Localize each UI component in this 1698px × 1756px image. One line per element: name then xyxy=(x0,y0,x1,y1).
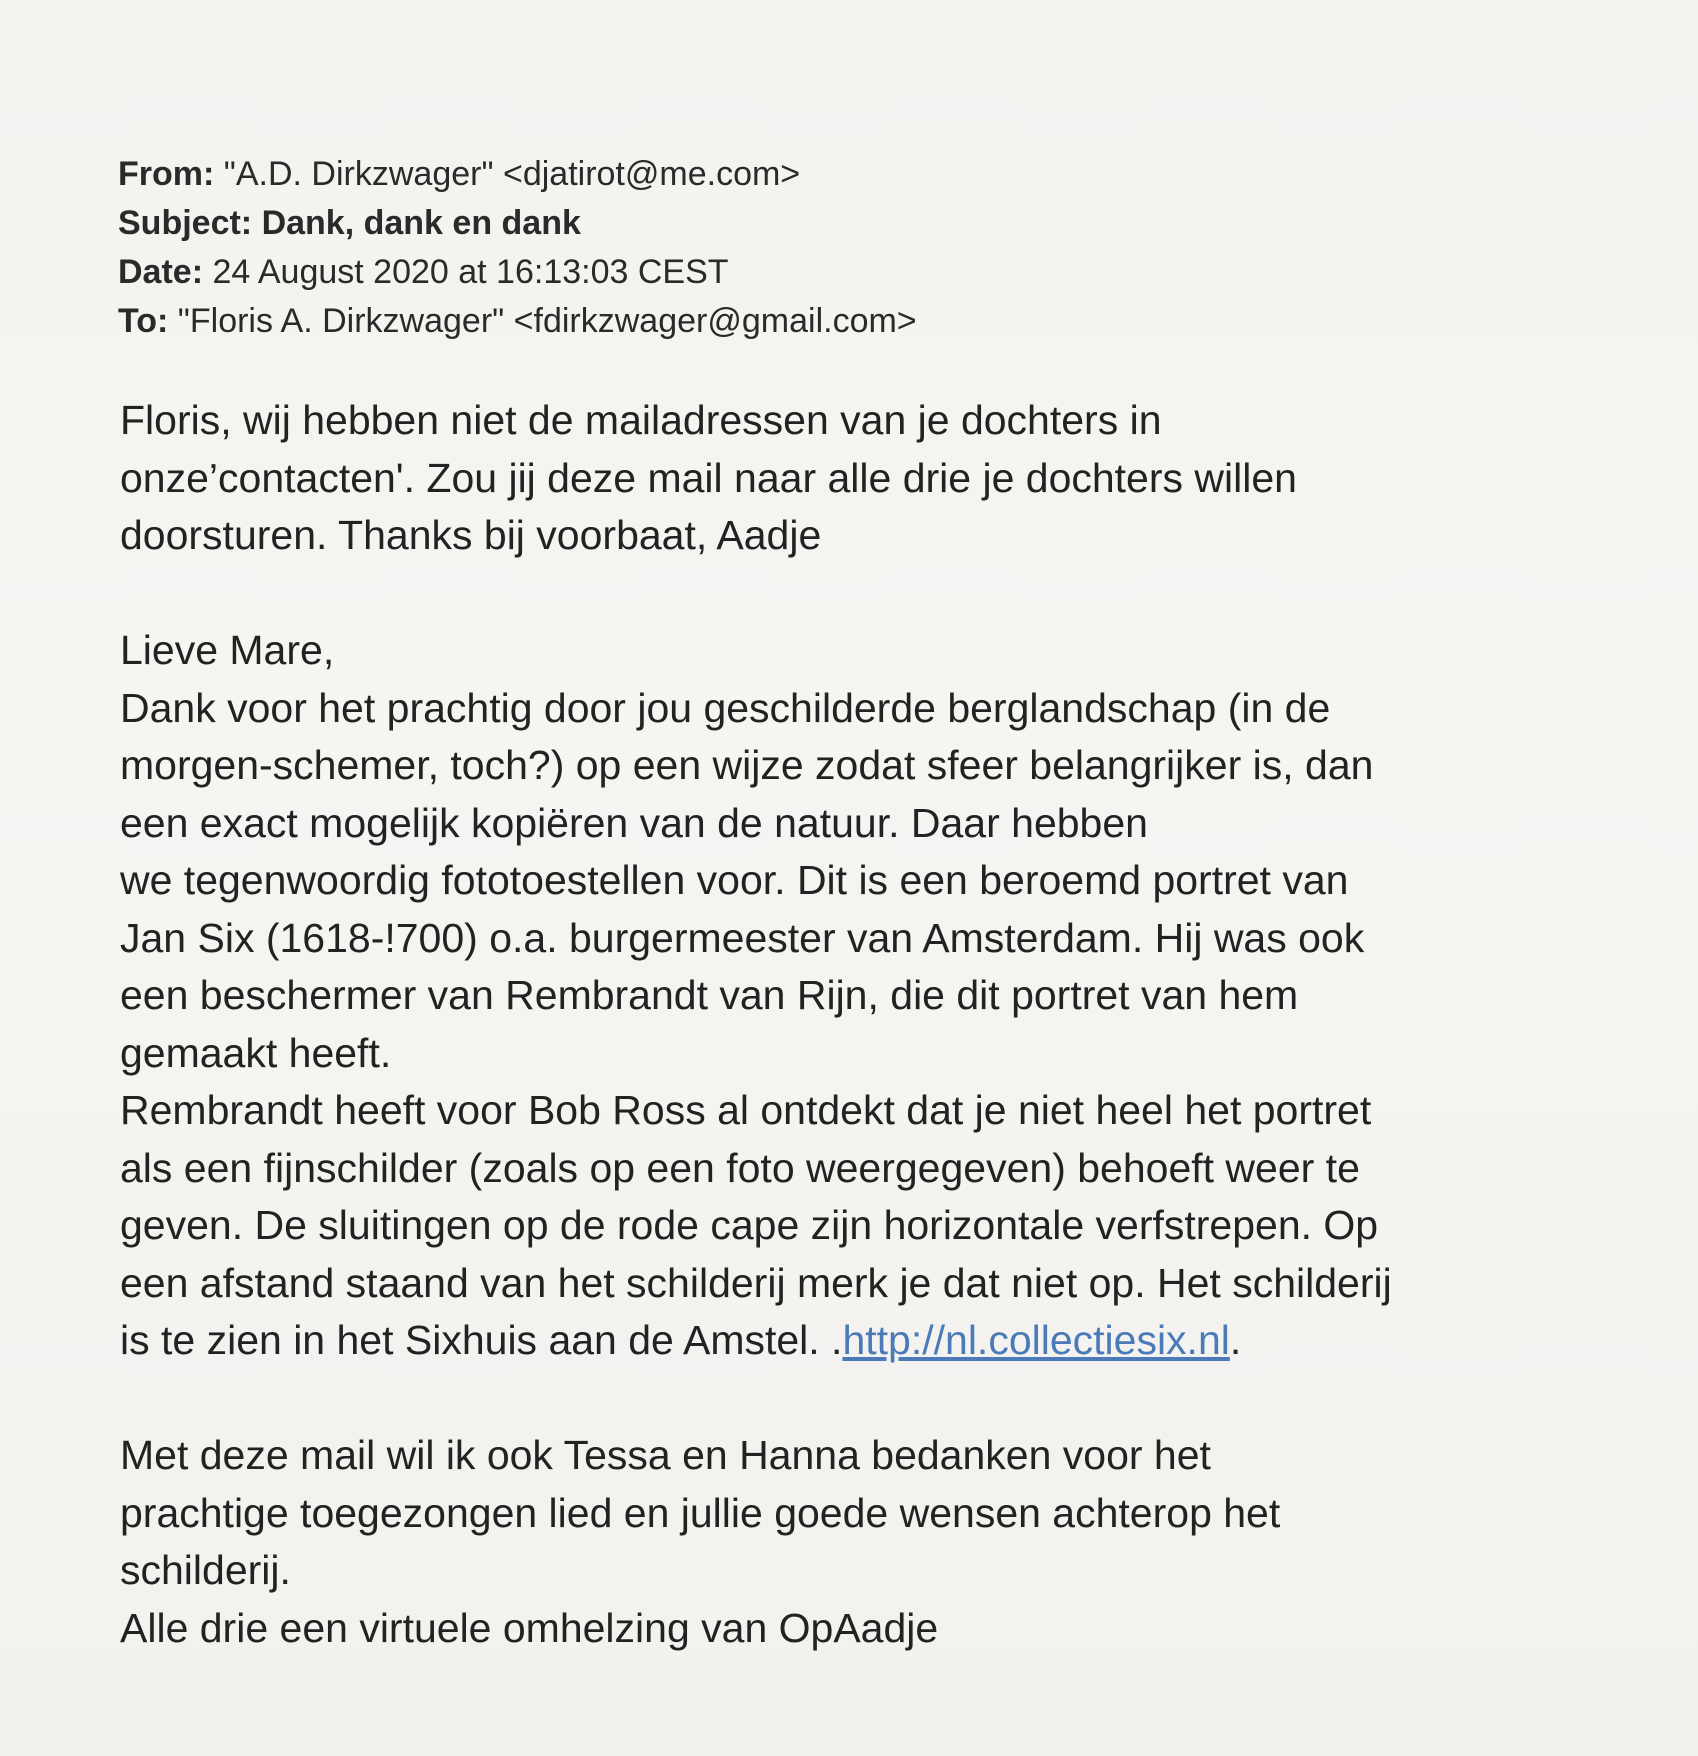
subject-value: Dank, dank en dank xyxy=(261,204,581,242)
to-value: "Floris A. Dirkzwager" <fdirkzwager@gmail.com> xyxy=(177,302,917,340)
from-label: From: xyxy=(118,155,215,193)
subject-row xyxy=(118,199,1578,248)
date-row xyxy=(118,248,1578,297)
letter-line: als een fijnschilder (zoals op een foto weergegeven) behoeft weer te xyxy=(120,1144,1360,1191)
letter-last-line-suffix: . xyxy=(1229,1317,1242,1363)
letter-line: een exact mogelijk kopiëren van de natuur. Daar hebben xyxy=(120,799,1148,846)
letter-line: Jan Six (1618-!700) o.a. burgermeester van Amsterdam. Hij was ook xyxy=(120,914,1365,961)
letter-line: we tegenwoordig fototoestellen voor. Dit is een beroemd portret van xyxy=(120,857,1349,903)
intro-paragraph xyxy=(120,392,1600,565)
intro-line: Floris, wij hebben niet de mailadressen van je dochters in xyxy=(120,397,1162,443)
letter-last-line xyxy=(120,1312,1600,1370)
paragraph-gap xyxy=(120,565,1600,623)
date-value: 24 August 2020 at 16:13:03 CEST xyxy=(212,253,729,291)
paragraph-gap xyxy=(120,1370,1600,1428)
closing-line: Met deze mail wil ik ook Tessa en Hanna bedanken voor het xyxy=(120,1432,1211,1478)
intro-line: onze’contacten'. Zou jij deze mail naar alle drie je dochters willen xyxy=(120,454,1297,501)
intro-line: doorsturen. Thanks bij voorbaat, Aadje xyxy=(120,512,822,558)
letter-line: Rembrandt heeft voor Bob Ross al ontdekt dat je niet heel het portret xyxy=(120,1087,1372,1133)
letter-line: een beschermer van Rembrandt van Rijn, die dit portret van hem xyxy=(120,972,1299,1018)
from-row xyxy=(118,150,1578,199)
letter-line: een afstand staand van het schilderij merk je dat niet op. Het schilderij xyxy=(120,1259,1392,1306)
letter-last-line-prefix: is te zien in het Sixhuis aan de Amstel. . xyxy=(120,1317,843,1363)
letter-line: morgen-schemer, toch?) op een wijze zodat sfeer belangrijker is, dan xyxy=(120,742,1374,788)
closing-line: prachtige toegezongen lied en jullie goede wensen achterop het xyxy=(120,1489,1281,1536)
to-label: To: xyxy=(118,302,169,340)
to-row xyxy=(118,297,1578,346)
letter-line: Dank voor het prachtig door jou geschilderde berglandschap (in de xyxy=(120,684,1331,731)
letter-line: gemaakt heeft. xyxy=(120,1029,392,1076)
letter-line: geven. De sluitingen op de rode cape zijn horizontale verfstrepen. Op xyxy=(120,1202,1379,1248)
closing-line: Alle drie een virtuele omhelzing van OpAadje xyxy=(120,1604,939,1651)
letter-greeting: Lieve Mare, xyxy=(120,627,335,673)
collectiesix-link[interactable]: http://nl.collectiesix.nl xyxy=(842,1317,1230,1363)
from-value: "A.D. Dirkzwager" <djatirot@me.com> xyxy=(223,155,801,193)
letter-paragraph xyxy=(120,622,1600,1370)
email-body xyxy=(120,392,1600,1657)
subject-label: Subject: xyxy=(118,204,253,242)
email-headers xyxy=(118,150,1578,346)
closing-line: schilderij. xyxy=(120,1547,291,1593)
date-label: Date: xyxy=(118,253,204,291)
closing-paragraph xyxy=(120,1427,1600,1657)
